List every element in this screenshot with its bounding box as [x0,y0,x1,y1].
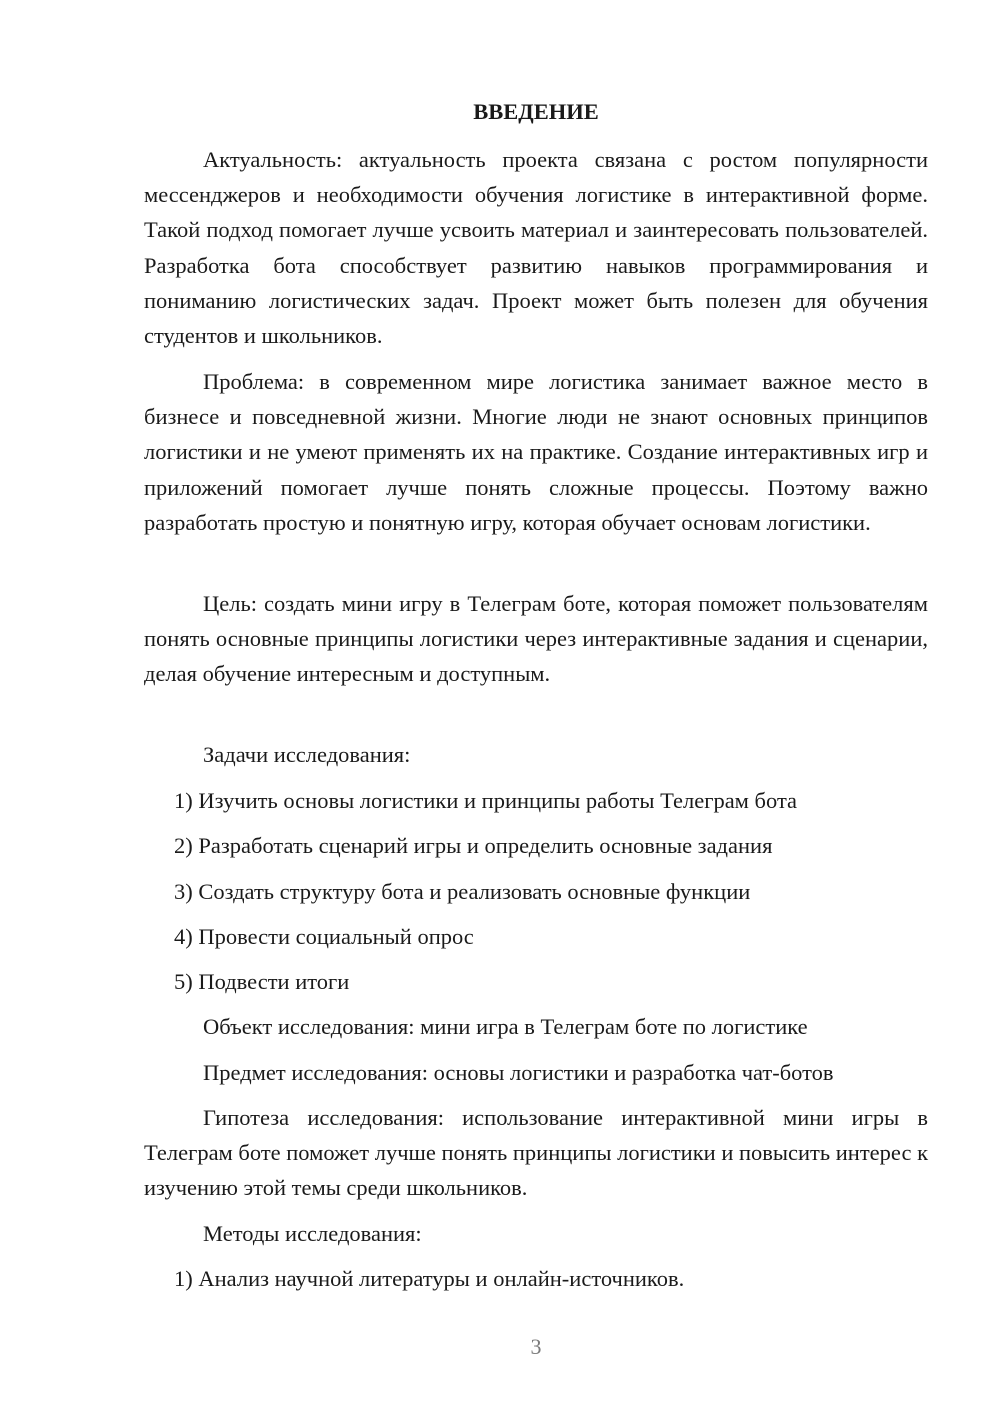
paragraph-relevance: Актуальность: актуальность проекта связана с ростом популярности мессенджеров и необходимости обучения логистике в интерактивной форме. Такой подход помогает лучше усвоить материал и заинтересовать пользователей. Разработка бота способствует развитию навыков программирования и пониманию логистических задач. Проект может быть полезен для обучения студентов и школьников. [144,147,928,349]
paragraph-goal: Цель: создать мини игру в Телеграм боте, которая поможет пользователям понять основные принципы логистики через интерактивные задания и сценарии, делая обучение интересным и доступным. [144,591,928,687]
task-item-1: 1) Изучить основы логистики и принципы работы Телеграм бота [174,788,798,813]
page-number: 3 [530,1334,542,1359]
paragraph-problem: Проблема: в современном мире логистика занимает важное место в бизнесе и повседневной жизни. Многие люди не знают основных принципов логистики и не умеют применять их на практике. Создание интерактивных игр и приложений помогает лучше понять сложные процессы. Поэтому важно разработать простую и понятную игру, которая обучает основам логистики. [144,369,928,535]
research-hypothesis: Гипотеза исследования: использование интерактивной мини игры в Телеграм боте поможет лучше понять принципы логистики и повысить интерес к изучению этой темы среди школьников. [144,1105,929,1201]
task-item-4: 4) Провести социальный опрос [174,924,474,949]
tasks-title: Задачи исследования: [203,742,411,767]
method-item-1: 1) Анализ научной литературы и онлайн-источников. [174,1266,685,1291]
methods-title: Методы исследования: [203,1221,422,1246]
page-title: ВВЕДЕНИЕ [473,99,599,124]
research-subject: Предмет исследования: основы логистики и разработка чат-ботов [203,1060,834,1085]
task-item-5: 5) Подвести итоги [174,969,350,994]
task-item-3: 3) Создать структуру бота и реализовать основные функции [174,879,751,904]
task-item-2: 2) Разработать сценарий игры и определить основные задания [174,833,773,858]
research-object: Объект исследования: мини игра в Телеграм боте по логистике [203,1014,808,1039]
